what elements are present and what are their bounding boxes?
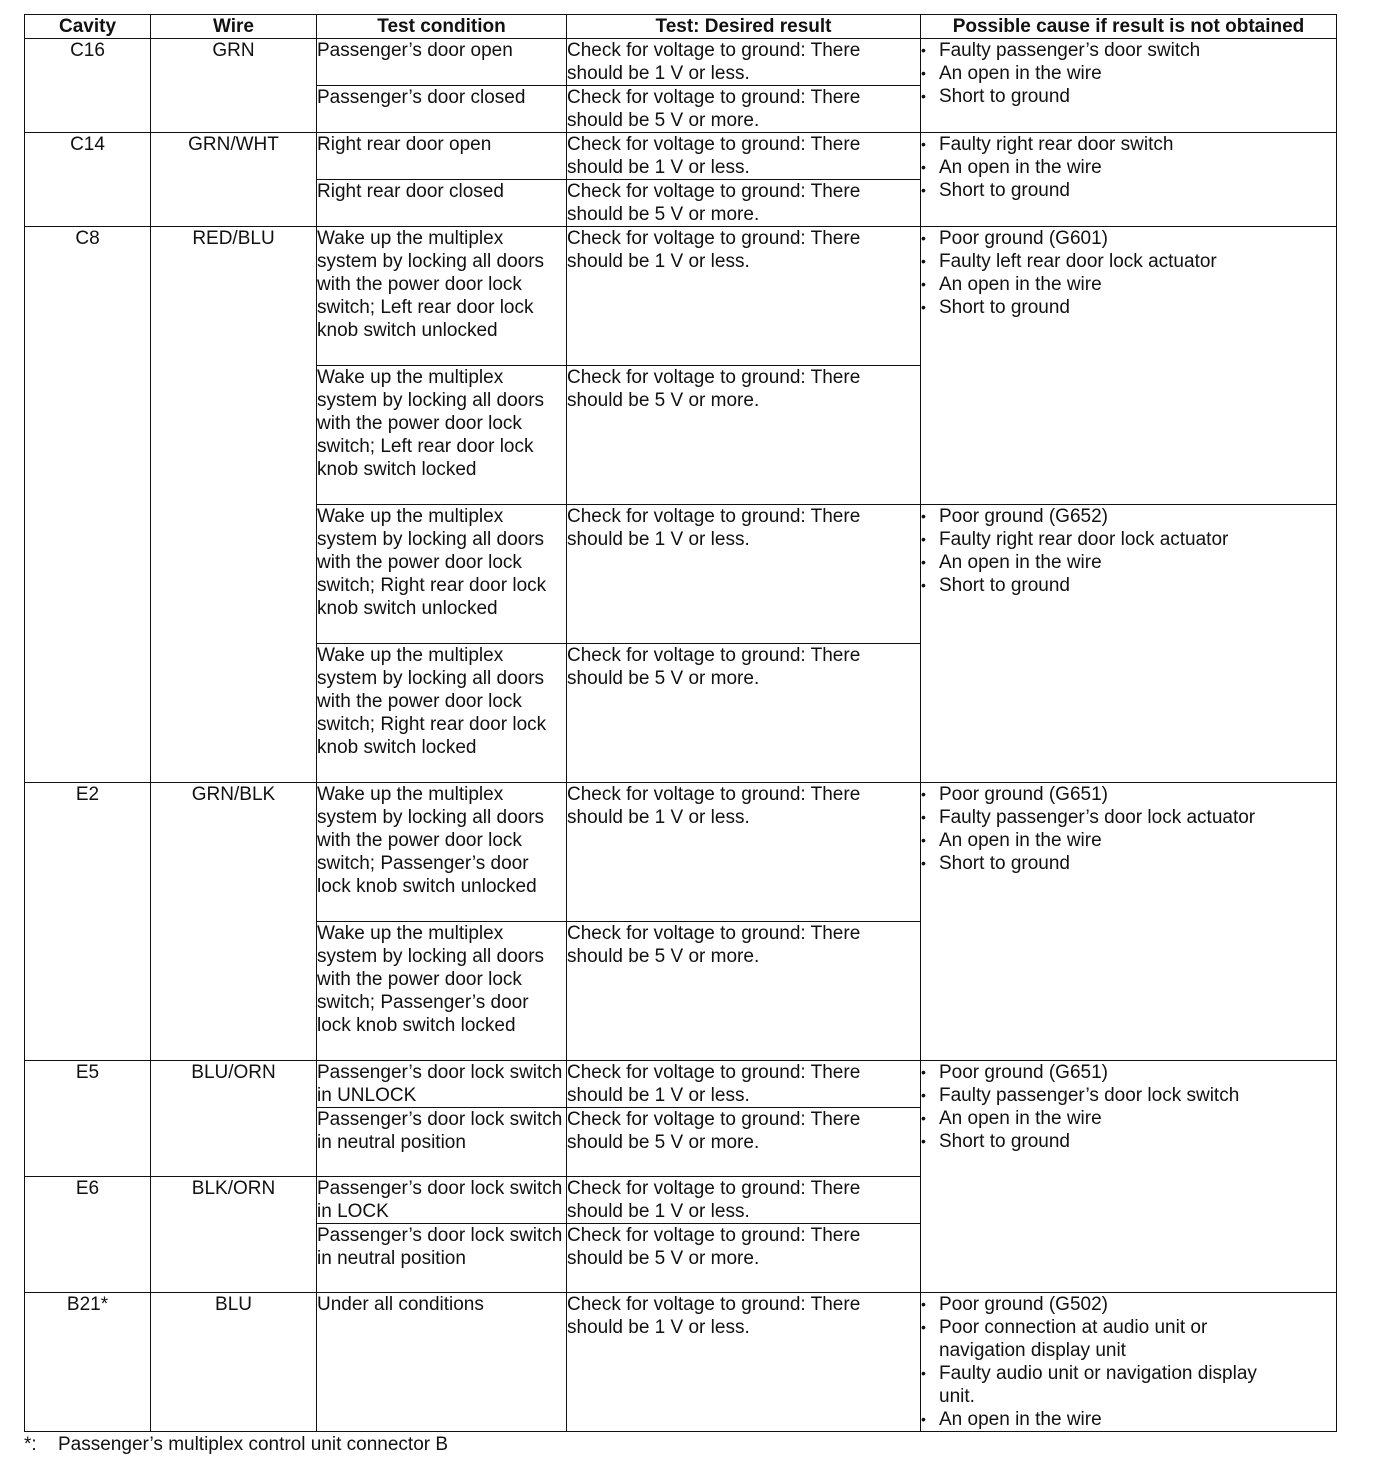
wire-cell: RED/BLU: [151, 227, 317, 783]
cause-item: • Short to ground: [921, 574, 1336, 597]
condition-cell: Passenger’s door lock switch in UNLOCK: [317, 1061, 567, 1108]
result-cell: Check for voltage to ground: There should be 1 V or less.: [567, 133, 921, 180]
result-cell: Check for voltage to ground: There should be 5 V or more.: [567, 922, 921, 1061]
condition-cell: Wake up the multiplex system by locking all doors with the power door lock switch; Right rear door lock knob switch locked: [317, 644, 567, 783]
cavity-cell: C16: [25, 39, 151, 133]
table-row: [25, 227, 1337, 366]
condition-cell: Passenger’s door lock switch in neutral position: [317, 1224, 567, 1293]
cause-item: • Faulty left rear door lock actuator: [921, 250, 1336, 273]
result-cell: Check for voltage to ground: There should be 1 V or less.: [567, 1061, 921, 1108]
result-cell: Check for voltage to ground: There should be 5 V or more.: [567, 86, 921, 133]
cause-item: • Poor ground (G652): [921, 505, 1336, 528]
cause-item: • Short to ground: [921, 85, 1336, 108]
cause-item: • An open in the wire: [921, 1107, 1336, 1130]
header-desired-result: Test: Desired result: [567, 15, 921, 39]
result-cell: Check for voltage to ground: There should be 1 V or less.: [567, 39, 921, 86]
wire-cell: BLK/ORN: [151, 1177, 317, 1293]
wire-cell: GRN/WHT: [151, 133, 317, 227]
result-cell: Check for voltage to ground: There should be 1 V or less.: [567, 783, 921, 922]
result-cell: Check for voltage to ground: There should be 1 V or less.: [567, 227, 921, 366]
result-cell: Check for voltage to ground: There should be 1 V or less.: [567, 1293, 921, 1432]
cause-item: • An open in the wire: [921, 62, 1336, 85]
condition-cell: Right rear door closed: [317, 180, 567, 227]
condition-cell: Wake up the multiplex system by locking all doors with the power door lock switch; Right rear door lock knob switch unlocked: [317, 505, 567, 644]
cavity-cell: C8: [25, 227, 151, 783]
cause-cell: [921, 1293, 1337, 1432]
condition-cell: Under all conditions: [317, 1293, 567, 1432]
troubleshooting-table: [24, 14, 1337, 1432]
condition-cell: Wake up the multiplex system by locking all doors with the power door lock switch; Left rear door lock knob switch unlocked: [317, 227, 567, 366]
cause-item: • Poor ground (G502): [921, 1293, 1336, 1316]
cause-item: • Faulty passenger’s door switch: [921, 39, 1336, 62]
cavity-cell: C14: [25, 133, 151, 227]
condition-cell: Passenger’s door closed: [317, 86, 567, 133]
header-possible-cause: Possible cause if result is not obtained: [921, 15, 1337, 39]
wire-cell: BLU/ORN: [151, 1061, 317, 1177]
table-row: [25, 1293, 1337, 1432]
wire-cell: GRN: [151, 39, 317, 133]
result-cell: Check for voltage to ground: There should be 1 V or less.: [567, 505, 921, 644]
cause-item: • Short to ground: [921, 1130, 1336, 1153]
header-row: [25, 15, 1337, 39]
cause-item: • Short to ground: [921, 296, 1336, 319]
cause-item: • Poor connection at audio unit or navigation display unit: [921, 1316, 1336, 1362]
cause-item: • An open in the wire: [921, 1408, 1336, 1431]
footnote-text: Passenger’s multiplex control unit connector B: [58, 1434, 449, 1455]
cause-item: • Faulty passenger’s door lock actuator: [921, 806, 1336, 829]
wire-cell: GRN/BLK: [151, 783, 317, 1061]
condition-cell: Right rear door open: [317, 133, 567, 180]
cause-item: • Poor ground (G601): [921, 227, 1336, 250]
table-row: [25, 39, 1337, 86]
cause-item: • Faulty right rear door lock actuator: [921, 528, 1336, 551]
cause-cell: [921, 39, 1337, 133]
cause-cell: [921, 1061, 1337, 1293]
table-row: [25, 1061, 1337, 1108]
cause-item: • Short to ground: [921, 852, 1336, 875]
condition-cell: Wake up the multiplex system by locking all doors with the power door lock switch; Left rear door lock knob switch locked: [317, 366, 567, 505]
result-cell: Check for voltage to ground: There should be 1 V or less.: [567, 1177, 921, 1224]
result-cell: Check for voltage to ground: There should be 5 V or more.: [567, 1224, 921, 1293]
result-cell: Check for voltage to ground: There should be 5 V or more.: [567, 644, 921, 783]
cause-cell: [921, 227, 1337, 505]
header-wire: Wire: [151, 15, 317, 39]
result-cell: Check for voltage to ground: There should be 5 V or more.: [567, 180, 921, 227]
result-cell: Check for voltage to ground: There should be 5 V or more.: [567, 1108, 921, 1177]
cause-cell: [921, 783, 1337, 1061]
cause-item: • Faulty right rear door switch: [921, 133, 1336, 156]
footnote: [24, 1434, 1336, 1456]
cause-cell: [921, 505, 1337, 783]
cavity-cell: E6: [25, 1177, 151, 1293]
document-page: [24, 14, 1336, 1456]
cause-cell: [921, 133, 1337, 227]
cause-item: • Poor ground (G651): [921, 783, 1336, 806]
cause-item: • An open in the wire: [921, 273, 1336, 296]
cause-item: • Faulty audio unit or navigation display unit.: [921, 1362, 1336, 1408]
table-row: [25, 133, 1337, 180]
wire-cell: BLU: [151, 1293, 317, 1432]
result-cell: Check for voltage to ground: There should be 5 V or more.: [567, 366, 921, 505]
table-row: [25, 783, 1337, 922]
cause-item: • Poor ground (G651): [921, 1061, 1336, 1084]
cavity-cell: E5: [25, 1061, 151, 1177]
condition-cell: Passenger’s door lock switch in LOCK: [317, 1177, 567, 1224]
cavity-cell: E2: [25, 783, 151, 1061]
condition-cell: Passenger’s door open: [317, 39, 567, 86]
condition-cell: Passenger’s door lock switch in neutral position: [317, 1108, 567, 1177]
condition-cell: Wake up the multiplex system by locking all doors with the power door lock switch; Passenger’s door lock knob switch locked: [317, 922, 567, 1061]
cause-item: • An open in the wire: [921, 829, 1336, 852]
header-test-condition: Test condition: [317, 15, 567, 39]
header-cavity: Cavity: [25, 15, 151, 39]
cause-item: • Short to ground: [921, 179, 1336, 202]
cavity-cell: B21*: [25, 1293, 151, 1432]
cause-item: • An open in the wire: [921, 156, 1336, 179]
footnote-mark: *:: [24, 1434, 37, 1455]
cause-item: • Faulty passenger’s door lock switch: [921, 1084, 1336, 1107]
cause-item: • An open in the wire: [921, 551, 1336, 574]
condition-cell: Wake up the multiplex system by locking all doors with the power door lock switch; Passenger’s door lock knob switch unlocked: [317, 783, 567, 922]
